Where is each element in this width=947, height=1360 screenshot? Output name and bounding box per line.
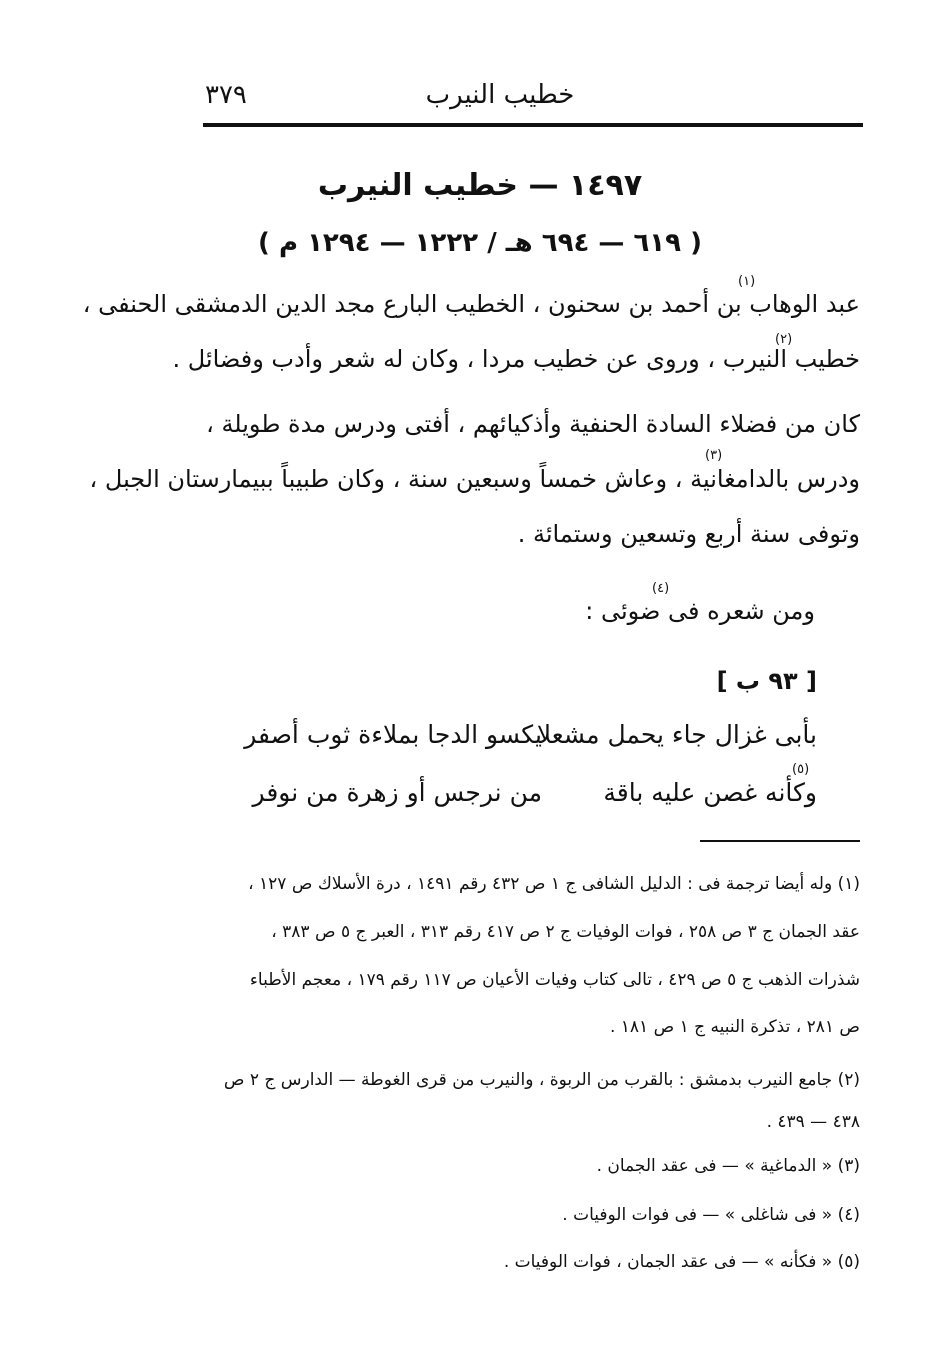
footnote-line: (٢) جامع النيرب بدمشق : بالقرب من الربوة ، والنيرب من قرى الغوطة — الدارس ج ٢ ص <box>223 1070 860 1090</box>
footnote-ref-4: (٤) <box>652 581 670 596</box>
footnote-line: شذرات الذهب ج ٥ ص ٤٢٩ ، تالى كتاب وفيات الأعيان ص ١١٧ رقم ١٧٩ ، معجم الأطباء <box>249 970 860 990</box>
poem-hemistich: من نرجس أو زهرة من نوفر <box>252 778 542 807</box>
footnote-line: ٤٣٨ — ٤٣٩ . <box>766 1112 860 1132</box>
footnote-ref-1: (١) <box>738 274 756 289</box>
paragraph-line: خطيب النيرب ، وروى عن خطيب مردا ، وكان له شعر وأدب وفضائل . <box>172 345 860 373</box>
poem-intro: ومن شعره فى ضوئى : <box>585 597 815 625</box>
paragraph-line: وتوفى سنة أربع وتسعين وستمائة . <box>517 520 860 548</box>
paragraph-line: كان من فضلاء السادة الحنفية وأذكيائهم ، أفتى ودرس مدة طويلة ، <box>206 410 860 438</box>
poem-hemistich: وكأنه غصن عليه باقة <box>603 778 817 807</box>
footnote-line: عقد الجمان ج ٣ ص ٢٥٨ ، فوات الوفيات ج ٢ ص ٤١٧ رقم ٣١٣ ، العبر ج ٥ ص ٣٨٣ ، <box>271 922 860 942</box>
footnote-line: (١) وله أيضا ترجمة فى : الدليل الشافى ج ١ ص ٤٣٢ رقم ١٤٩١ ، درة الأسلاك ص ١٢٧ ، <box>248 874 860 894</box>
running-header-title: خطيب النيرب <box>425 80 575 110</box>
paragraph-line: عبد الوهاب بن أحمد بن سحنون ، الخطيب البارع مجد الدين الدمشقى الحنفى ، <box>82 290 860 318</box>
entry-dates: ( ٦١٩ — ٦٩٤ هـ / ١٢٢٢ — ١٢٩٤ م ) <box>258 228 702 258</box>
entry-title: ١٤٩٧ — خطيب النيرب <box>317 168 643 203</box>
footnote-line: (٥) « فكأنه » — فى عقد الجمان ، فوات الوفيات . <box>503 1252 860 1272</box>
footnote-line: ص ٢٨١ ، تذكرة النبيه ج ١ ص ١٨١ . <box>609 1017 860 1037</box>
footnote-rule <box>700 840 860 842</box>
footnote-line: (٣) « الدماغية » — فى عقد الجمان . <box>596 1156 860 1176</box>
folio-mark: [ ٩٣ ب ] <box>716 667 817 695</box>
page-number: ٣٧٩ <box>205 80 247 110</box>
poem-hemistich: بأبى غزال جاء يحمل مشعلا <box>536 720 817 749</box>
footnote-line: (٤) « فى شاغلى » — فى فوات الوفيات . <box>562 1205 860 1225</box>
header-rule <box>203 123 863 127</box>
footnote-ref-5: (٥) <box>792 762 810 777</box>
footnote-ref-3: (٣) <box>705 448 723 463</box>
poem-hemistich: يكسو الدجا بملاءة ثوب أصفر <box>244 720 542 749</box>
paragraph-line: ودرس بالدامغانية ، وعاش خمساً وسبعين سنة ، وكان طبيباً ببيمارستان الجبل ، <box>89 465 860 493</box>
footnote-ref-2: (٢) <box>775 332 793 347</box>
